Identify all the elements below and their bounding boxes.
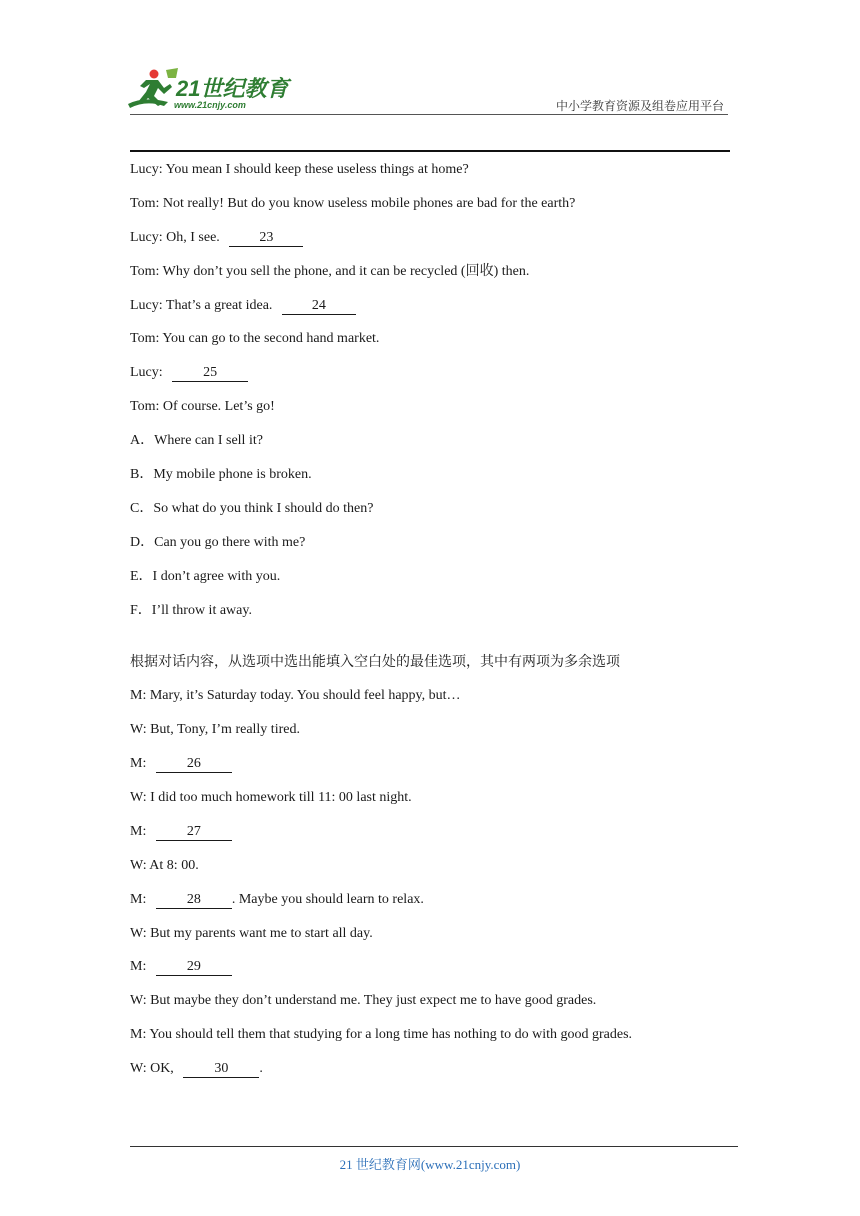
page-header bbox=[0, 0, 860, 160]
speaker-prefix: Lucy: Oh, I see. bbox=[130, 229, 220, 245]
dialogue1-line: Tom: You can go to the second hand market. bbox=[130, 331, 380, 347]
header-divider-thin bbox=[130, 114, 728, 115]
dialogue2-line bbox=[130, 754, 740, 774]
logo-text: 21世纪教育 bbox=[176, 76, 289, 101]
logo-url: www.21cnjy.com bbox=[174, 100, 246, 110]
speaker-prefix: M: bbox=[130, 959, 147, 975]
dialogue2-line: W: At 8: 00. bbox=[130, 857, 199, 873]
header-divider-thick bbox=[130, 150, 730, 152]
speaker-prefix: W: OK, bbox=[130, 1061, 174, 1077]
dialogue1-line bbox=[130, 228, 740, 248]
option-item: F．I’ll throw it away. bbox=[130, 602, 252, 618]
dialogue1-line: Lucy: You mean I should keep these useless things at home? bbox=[130, 162, 469, 177]
dialogue2-line bbox=[130, 1059, 740, 1079]
header-platform-name: 中小学教育资源及组卷应用平台 bbox=[555, 99, 724, 113]
dialogue2-line bbox=[130, 957, 740, 977]
speaker-prefix: Lucy: That’s a great idea. bbox=[130, 297, 273, 313]
dialogue1-line: Tom: Why don’t you sell the phone, and it can be recycled (回收) then. bbox=[130, 263, 530, 279]
footer-divider bbox=[130, 1146, 738, 1147]
dialogue2-line: W: But, Tony, I’m really tired. bbox=[130, 722, 300, 738]
dialogue1-line: Tom: Of course. Let’s go! bbox=[130, 399, 275, 415]
answer-blank[interactable]: 25 bbox=[172, 365, 248, 382]
speaker-prefix: Lucy: bbox=[130, 365, 163, 381]
options-list bbox=[130, 431, 740, 620]
running-figure-icon bbox=[124, 66, 180, 112]
section-gap bbox=[130, 634, 740, 652]
dialogue2-line: M: Mary, it’s Saturday today. You should feel happy, but… bbox=[130, 688, 461, 704]
speaker-prefix: M: bbox=[130, 756, 147, 772]
answer-blank[interactable]: 28 bbox=[156, 892, 232, 909]
dialogue1-line bbox=[130, 363, 740, 383]
document-body bbox=[130, 160, 740, 1093]
dialogue2-line: W: I did too much homework till 11: 00 last night. bbox=[130, 790, 412, 806]
dialogue2-line bbox=[130, 890, 740, 910]
speaker-prefix: M: bbox=[130, 891, 147, 907]
line-suffix: . bbox=[259, 1061, 263, 1077]
answer-blank[interactable]: 29 bbox=[156, 959, 232, 976]
answer-blank[interactable]: 24 bbox=[282, 298, 356, 315]
answer-blank[interactable]: 23 bbox=[229, 230, 303, 247]
dialogue1-line bbox=[130, 296, 740, 316]
option-item: D．Can you go there with me? bbox=[130, 534, 306, 550]
line-suffix: . Maybe you should learn to relax. bbox=[231, 891, 424, 907]
dialogue-section-2 bbox=[130, 686, 740, 1079]
dialogue2-line bbox=[130, 822, 740, 842]
option-item: E．I don’t agree with you. bbox=[130, 568, 281, 584]
footer-site-name: 21 世纪教育网(www.21cnjy.com) bbox=[339, 1157, 521, 1172]
answer-blank[interactable]: 26 bbox=[156, 756, 232, 773]
option-item: C．So what do you think I should do then? bbox=[130, 500, 374, 516]
option-item: A．Where can I sell it? bbox=[130, 433, 263, 449]
section-instruction: 根据对话内容，从选项中选出能填入空白处的最佳选项，其中有两项为多余选项 bbox=[130, 654, 620, 671]
dialogue2-line: W: But maybe they don’t understand me. They just expect me to have good grades. bbox=[130, 993, 597, 1009]
speaker-prefix: M: bbox=[130, 823, 147, 839]
answer-blank[interactable]: 30 bbox=[183, 1061, 259, 1078]
site-logo bbox=[124, 66, 294, 116]
dialogue2-line: W: But my parents want me to start all day. bbox=[130, 925, 373, 941]
dialogue-section-1 bbox=[130, 160, 740, 417]
answer-blank[interactable]: 27 bbox=[156, 824, 232, 841]
dialogue1-line: Tom: Not really! But do you know useless mobile phones are bad for the earth? bbox=[130, 195, 576, 211]
option-item: B．My mobile phone is broken. bbox=[130, 467, 312, 483]
dialogue2-line: M: You should tell them that studying for a long time has nothing to do with good grades. bbox=[130, 1027, 633, 1043]
